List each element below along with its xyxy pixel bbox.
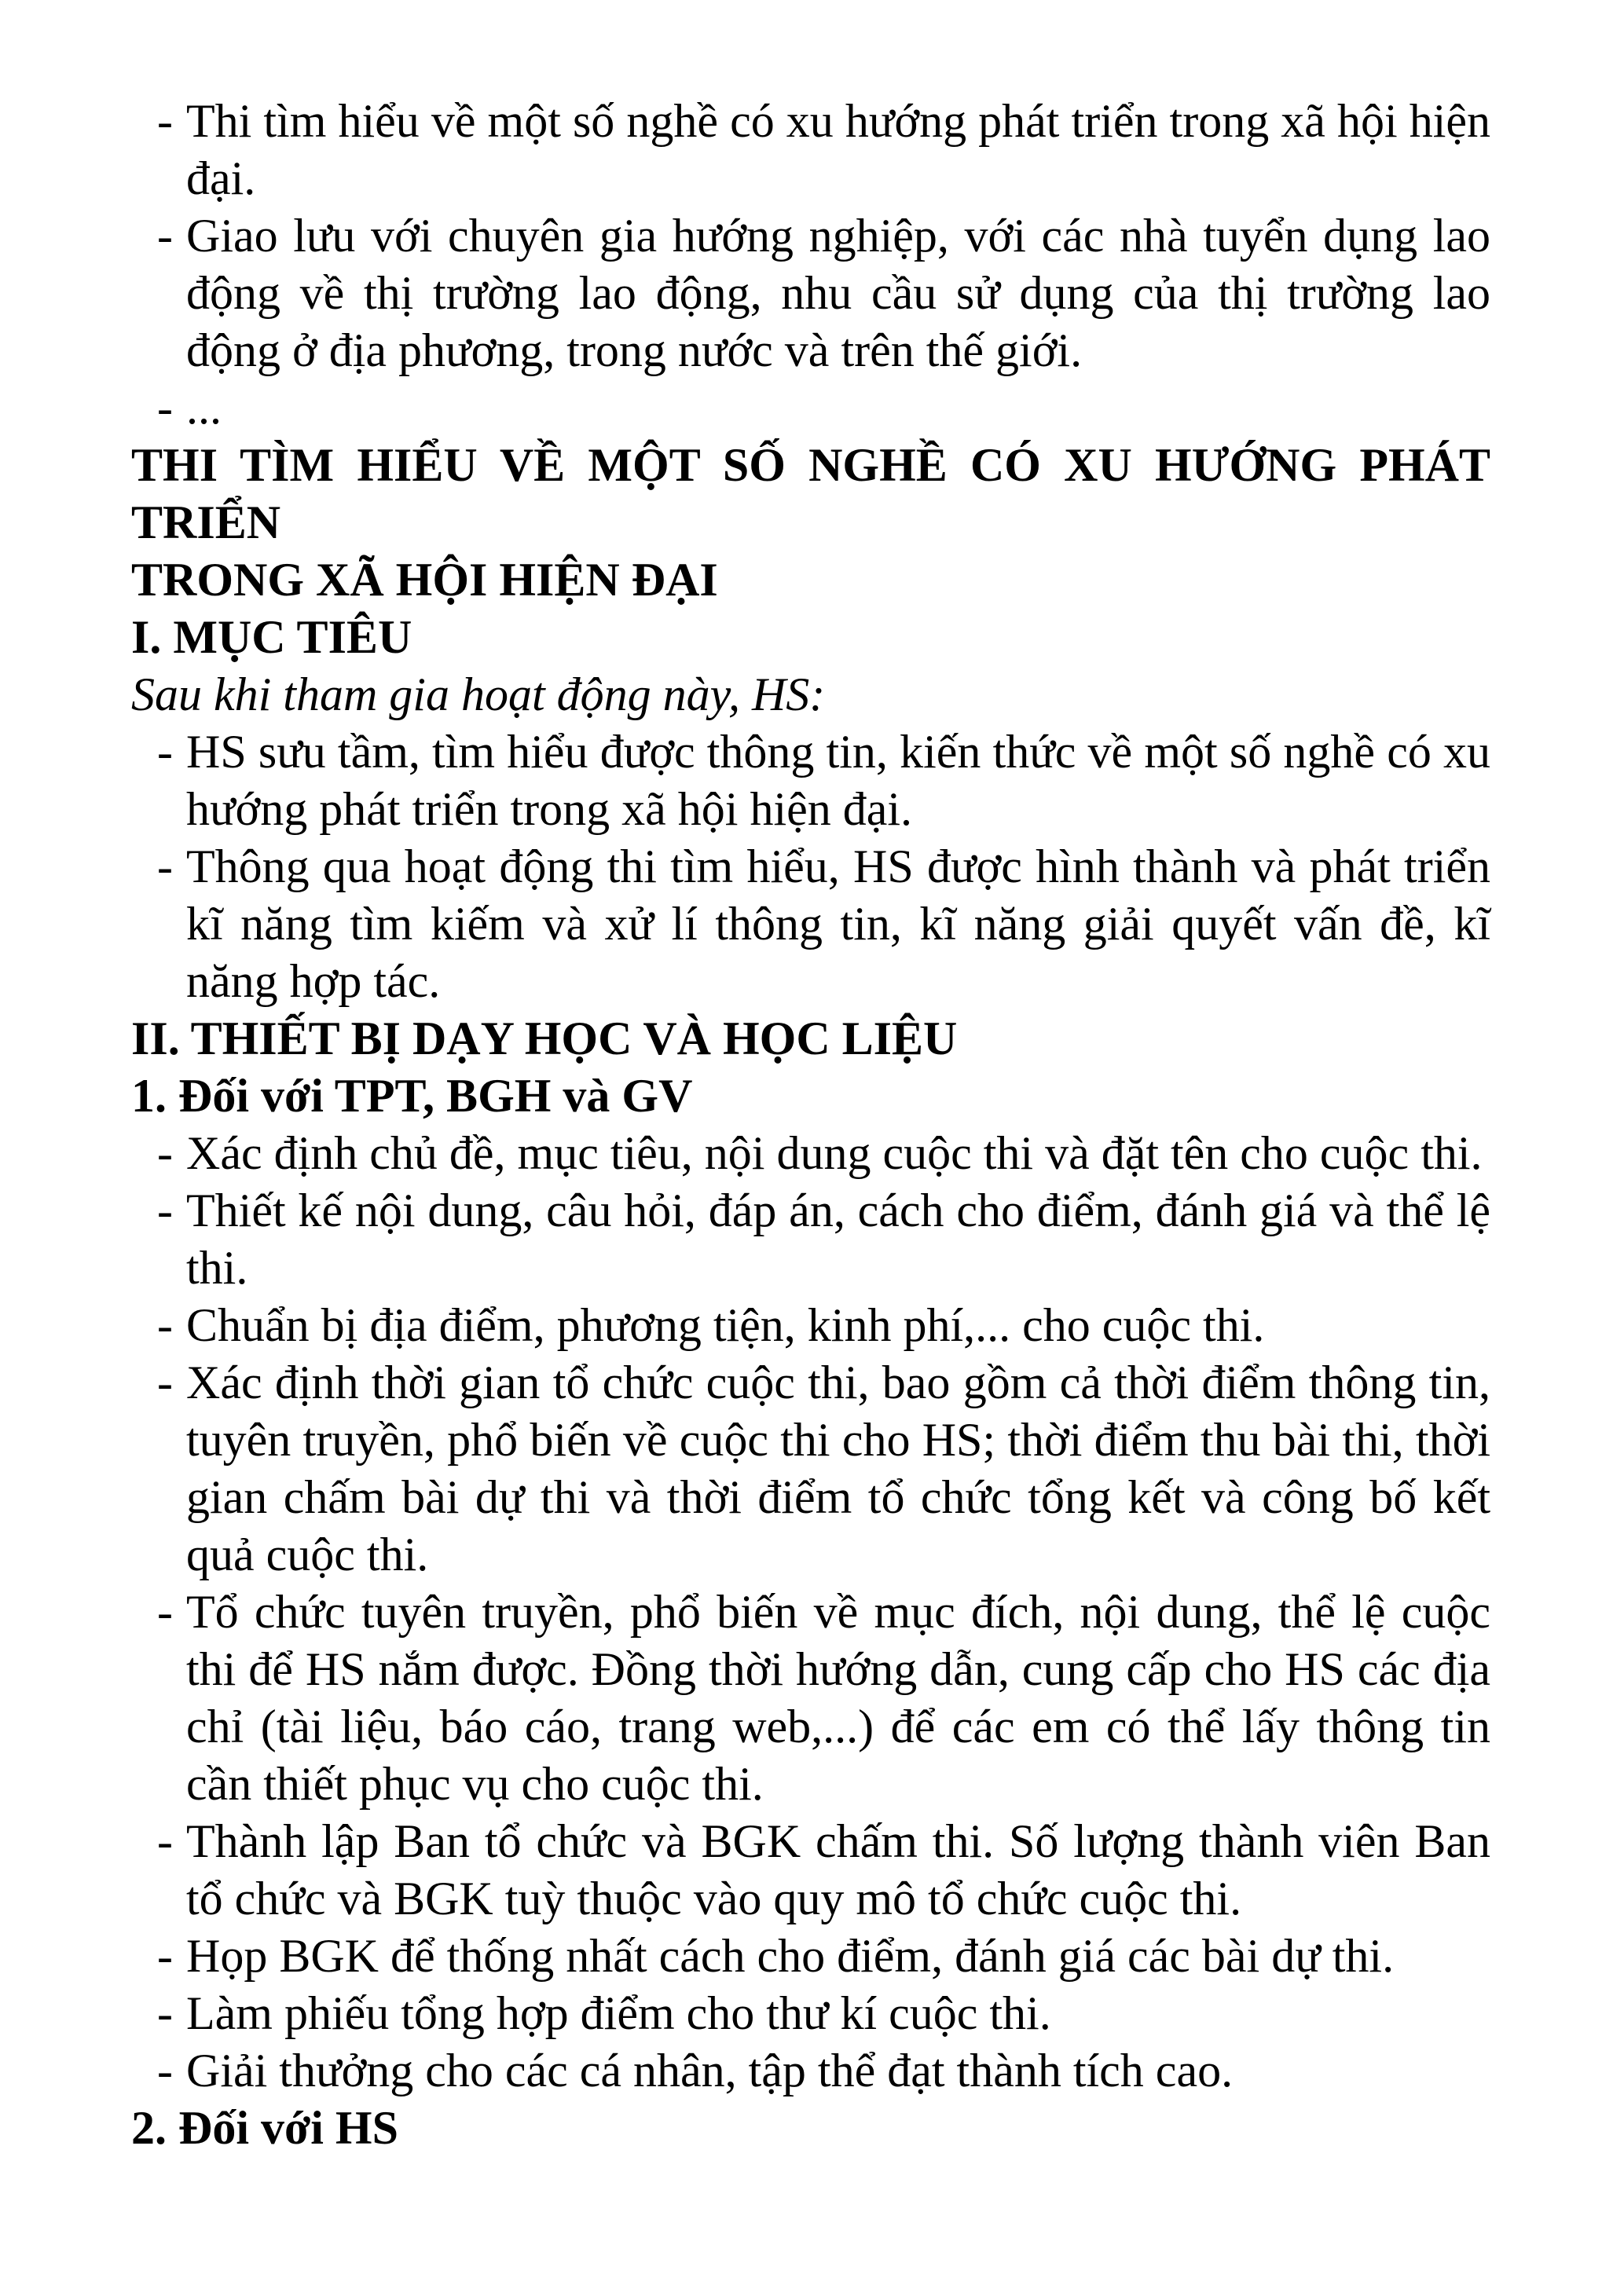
bullet-dash-marker: - (157, 1815, 173, 1867)
bullet-item (131, 1928, 1490, 1985)
bullet-dash-marker: - (157, 1299, 173, 1351)
bullet-item (131, 207, 1490, 379)
bullet-text: Thành lập Ban tổ chức và BGK chấm thi. Số lượng thành viên Ban tổ chức và BGK tuỳ thuộc vào quy mô tổ chức cuộc thi. (186, 1815, 1490, 1924)
document-title-line-1: THI TÌM HIỂU VỀ MỘT SỐ NGHỀ CÓ XU HƯỚNG PHÁT (131, 439, 1490, 491)
subsection-hs-heading: 2. Đối với HS (131, 2102, 398, 2154)
objectives-lead-text: Sau khi tham gia hoạt động này, HS: (131, 668, 826, 720)
bullet-dash-marker: - (157, 95, 173, 147)
bullet-item (131, 1584, 1490, 1813)
bullet-item (131, 1182, 1490, 1297)
bullet-text: Chuẩn bị địa điểm, phương tiện, kinh phí,... cho cuộc thi. (186, 1299, 1265, 1351)
bullet-dash-marker: - (157, 840, 173, 892)
bullet-text: Giải thưởng cho các cá nhân, tập thể đạt thành tích cao. (186, 2045, 1234, 2096)
bullet-dash-marker: - (157, 1987, 173, 2039)
bullet-text: Xác định chủ đề, mục tiêu, nội dung cuộc thi và đặt tên cho cuộc thi. (186, 1127, 1483, 1179)
bullet-text: ... (186, 382, 222, 434)
bullet-item (131, 1297, 1490, 1354)
bullet-item (131, 838, 1490, 1010)
bullet-item (131, 1985, 1490, 2042)
bullet-dash-marker: - (157, 1185, 173, 1236)
bullet-dash-marker: - (157, 1930, 173, 1982)
bullet-text: Thông qua hoạt động thi tìm hiểu, HS được hình thành và phát triển kĩ năng tìm kiếm và xử lí thông tin, kĩ năng giải quyết vấn đề, kĩ năng hợp tác. (186, 840, 1490, 1007)
subsection-tpt-heading: 1. Đối với TPT, BGH và GV (131, 1070, 693, 1122)
document-title-line-3: TRONG XÃ HỘI HIỆN ĐẠI (131, 554, 718, 606)
bullet-item (131, 93, 1490, 207)
bullet-item (131, 379, 1490, 437)
bullet-text: Thi tìm hiểu về một số nghề có xu hướng phát triển trong xã hội hiện đại. (186, 95, 1490, 204)
bullet-item (131, 1125, 1490, 1182)
bullet-item (131, 1354, 1490, 1584)
bullet-dash-marker: - (157, 382, 173, 434)
bullet-dash-marker: - (157, 2045, 173, 2096)
bullet-text: Giao lưu với chuyên gia hướng nghiệp, với các nhà tuyển dụng lao động về thị trường lao động, nhu cầu sử dụng của thị trường lao động ở địa phương, trong nước và trên thế giới. (186, 210, 1490, 376)
tpt-bullet-list (131, 1125, 1490, 2100)
bullet-text: Xác định thời gian tổ chức cuộc thi, bao gồm cả thời điểm thông tin, tuyên truyền, phổ biến về cuộc thi cho HS; thời điểm thu bài thi, thời gian chấm bài dự thi và thời điểm tổ chức tổng kết và công bố kết quả cuộc thi. (186, 1357, 1490, 1580)
bullet-dash-marker: - (157, 1357, 173, 1408)
bullet-text: Tổ chức tuyên truyền, phổ biến về mục đích, nội dung, thể lệ cuộc thi để HS nắm được. Đồng thời hướng dẫn, cung cấp cho HS các địa chỉ (tài liệu, báo cáo, trang web,...) để các em có thể lấy thông tin cần thiết phục vụ cho cuộc thi. (186, 1586, 1490, 1810)
bullet-text: HS sưu tầm, tìm hiểu được thông tin, kiến thức về một số nghề có xu hướng phát triển trong xã hội hiện đại. (186, 726, 1490, 835)
section-equipment-heading: II. THIẾT BỊ DẠY HỌC VÀ HỌC LIỆU (131, 1013, 958, 1064)
section-objectives-heading: I. MỤC TIÊU (131, 611, 412, 663)
bullet-dash-marker: - (157, 1586, 173, 1638)
bullet-item (131, 1813, 1490, 1928)
objectives-bullet-list (131, 723, 1490, 1010)
bullet-dash-marker: - (157, 1127, 173, 1179)
intro-bullet-list (131, 93, 1490, 437)
bullet-text: Thiết kế nội dung, câu hỏi, đáp án, cách cho điểm, đánh giá và thể lệ thi. (186, 1185, 1490, 1294)
bullet-item (131, 723, 1490, 838)
document-title-line-2: TRIỂN (131, 496, 281, 548)
bullet-text: Làm phiếu tổng hợp điểm cho thư kí cuộc thi. (186, 1987, 1051, 2039)
bullet-dash-marker: - (157, 210, 173, 262)
bullet-text: Họp BGK để thống nhất cách cho điểm, đánh giá các bài dự thi. (186, 1930, 1395, 1982)
bullet-item (131, 2042, 1490, 2100)
bullet-dash-marker: - (157, 726, 173, 778)
